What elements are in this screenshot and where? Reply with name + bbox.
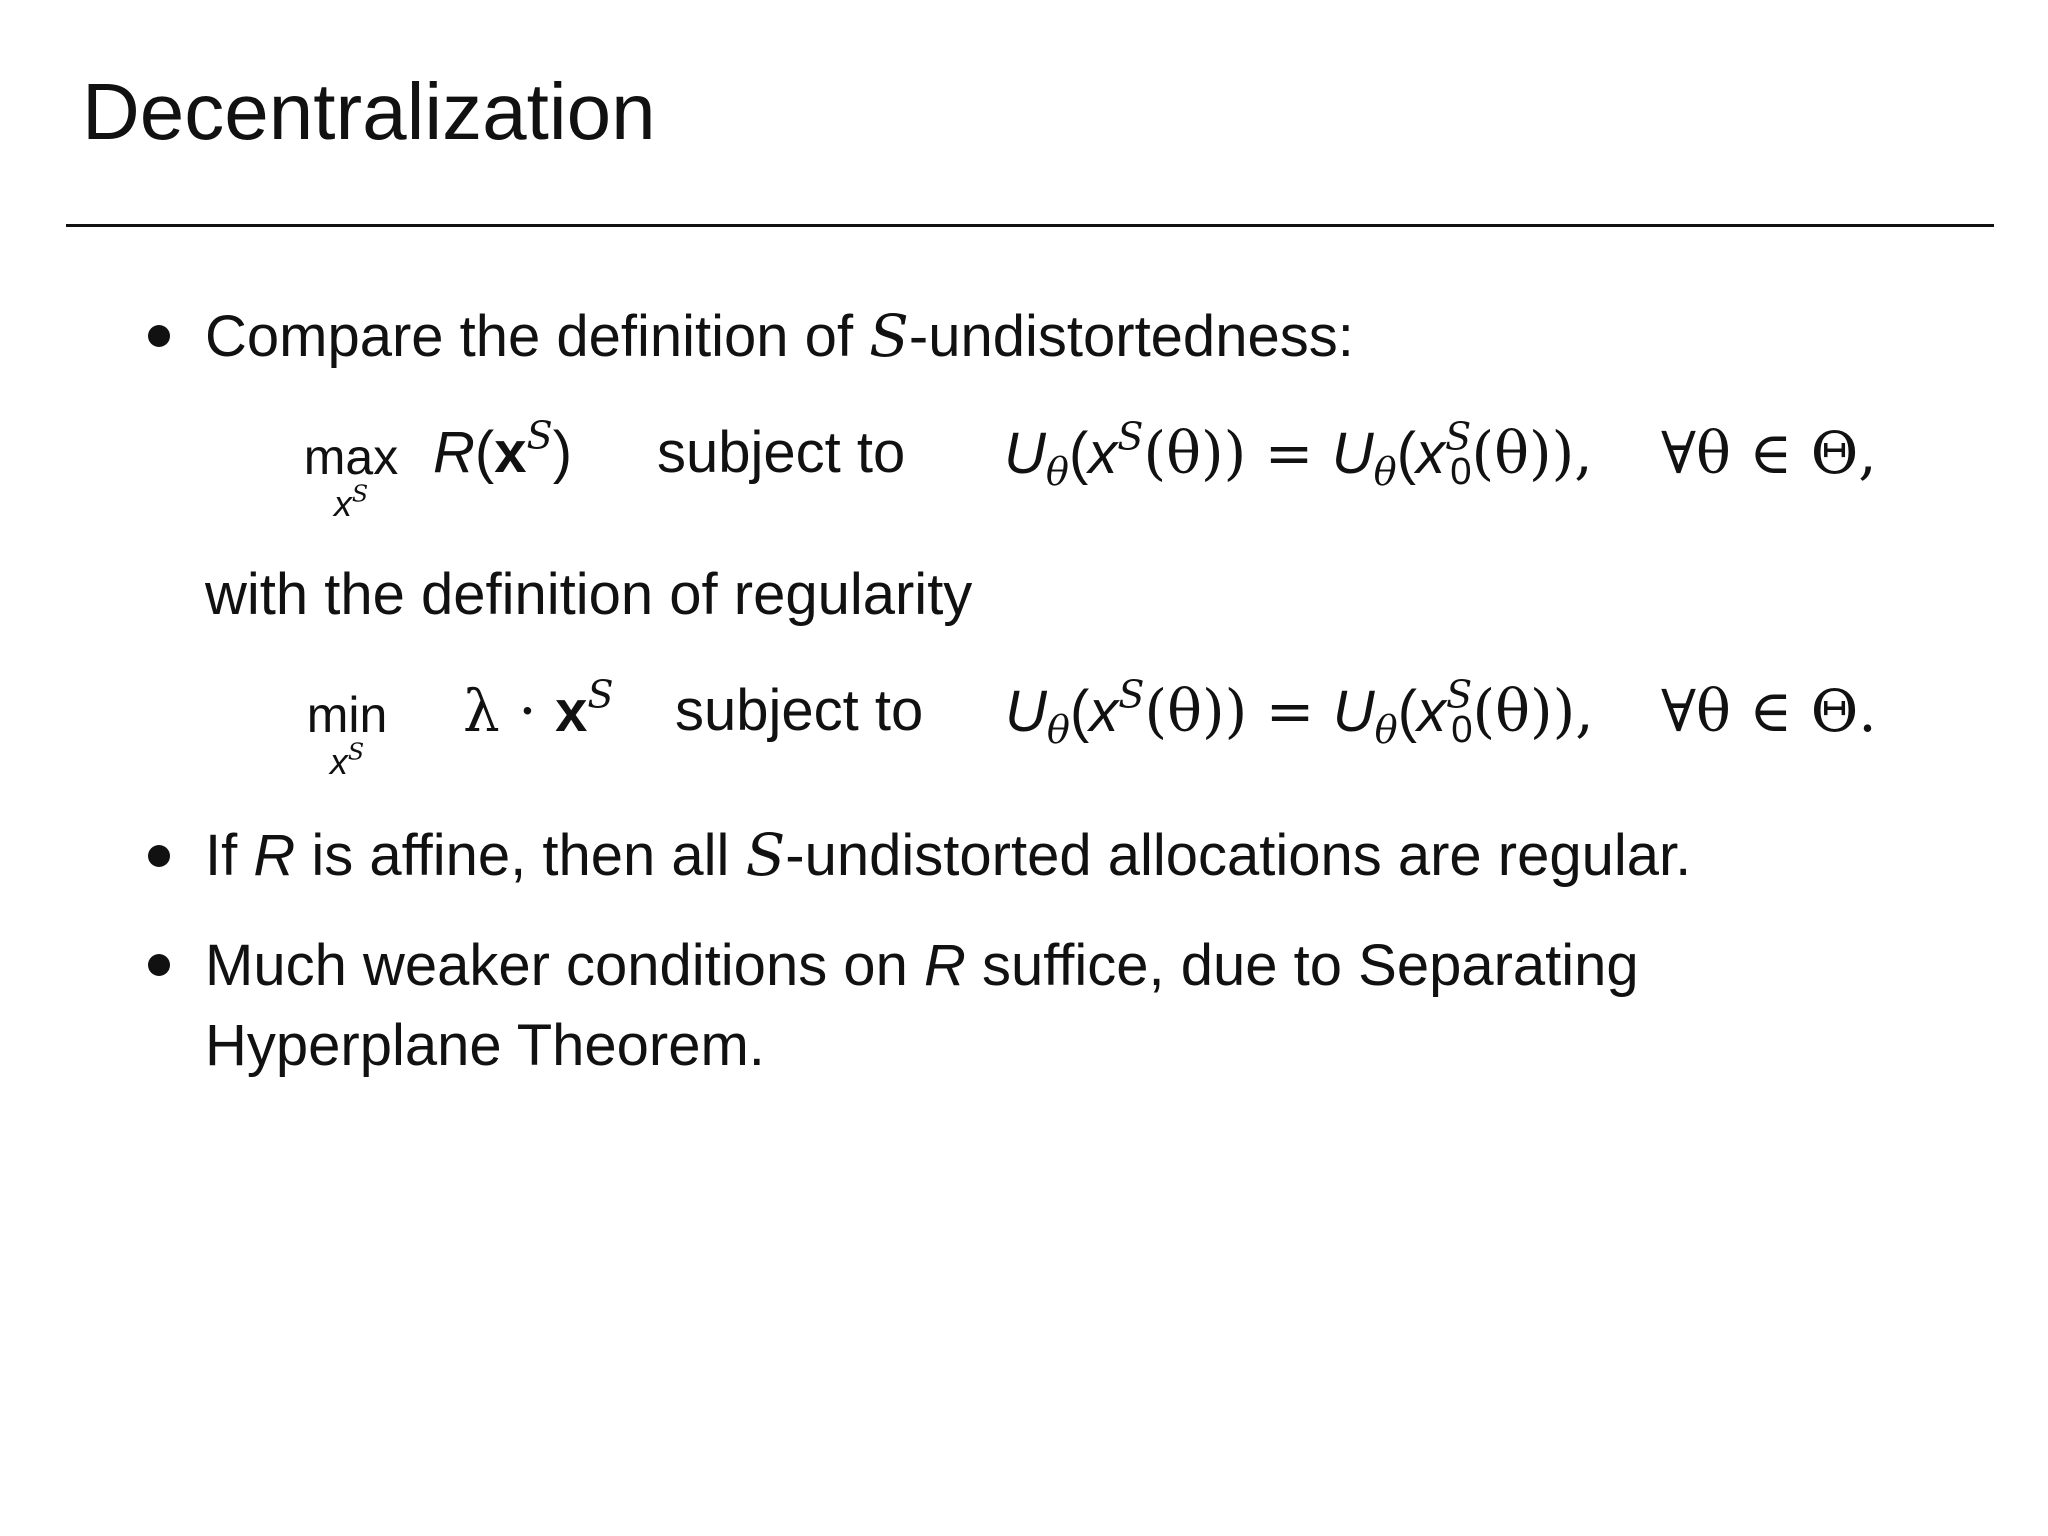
eq1-operator (296, 429, 406, 524)
eq1-op-limit: $x^S$ (333, 479, 369, 524)
eq2-op-limit: $x^S$ (329, 737, 365, 782)
eq2-constraint: $U_\theta(x^S(\theta)) = U_\theta(x^S_0(\theta))$, (1005, 672, 1594, 753)
slide-title: Decentralization (82, 67, 656, 156)
eq1-constraint: $U_\theta(x^S(\theta)) = U_\theta(x^S_0(\theta))$, (1004, 414, 1593, 495)
eq2-op-min: min (306, 687, 388, 743)
bullet-3-line-1: Much weaker conditions on R suffice, due to Separating (205, 933, 1639, 998)
eq2-quantifier: ∀θ ∈ Θ. (1661, 677, 1877, 745)
bullet-1-post: -undistortedness: (908, 304, 1354, 369)
bullet-dot-2 (148, 845, 170, 867)
eq2-operator (292, 687, 402, 782)
eq1-subject-to: subject to (657, 420, 906, 485)
bullet-1-pre: Compare the definition of (205, 304, 870, 369)
bullet-2-text: If R is affine, then all S-undistorted allocations are regular. (205, 821, 1692, 889)
eq2-subject-to: subject to (675, 678, 924, 743)
eq1-quantifier: ∀θ ∈ Θ, (1661, 419, 1877, 487)
bullet-1-text (205, 302, 1354, 370)
title-divider (66, 224, 1994, 227)
eq1-objective: $R(x^S)$ (433, 413, 573, 485)
bullet-1-cal-s: S (869, 302, 909, 370)
bullet-3-line-2: Hyperplane Theorem. (205, 1013, 765, 1078)
bullet-dot-1 (148, 325, 170, 347)
bullet-3-text (205, 926, 1639, 1086)
connector-text: with the definition of regularity (205, 562, 973, 627)
eq2-objective: $\lambda \cdot x^S$ (463, 672, 614, 745)
bullet-dot-3 (148, 954, 170, 976)
eq1-op-max: max (303, 429, 399, 485)
